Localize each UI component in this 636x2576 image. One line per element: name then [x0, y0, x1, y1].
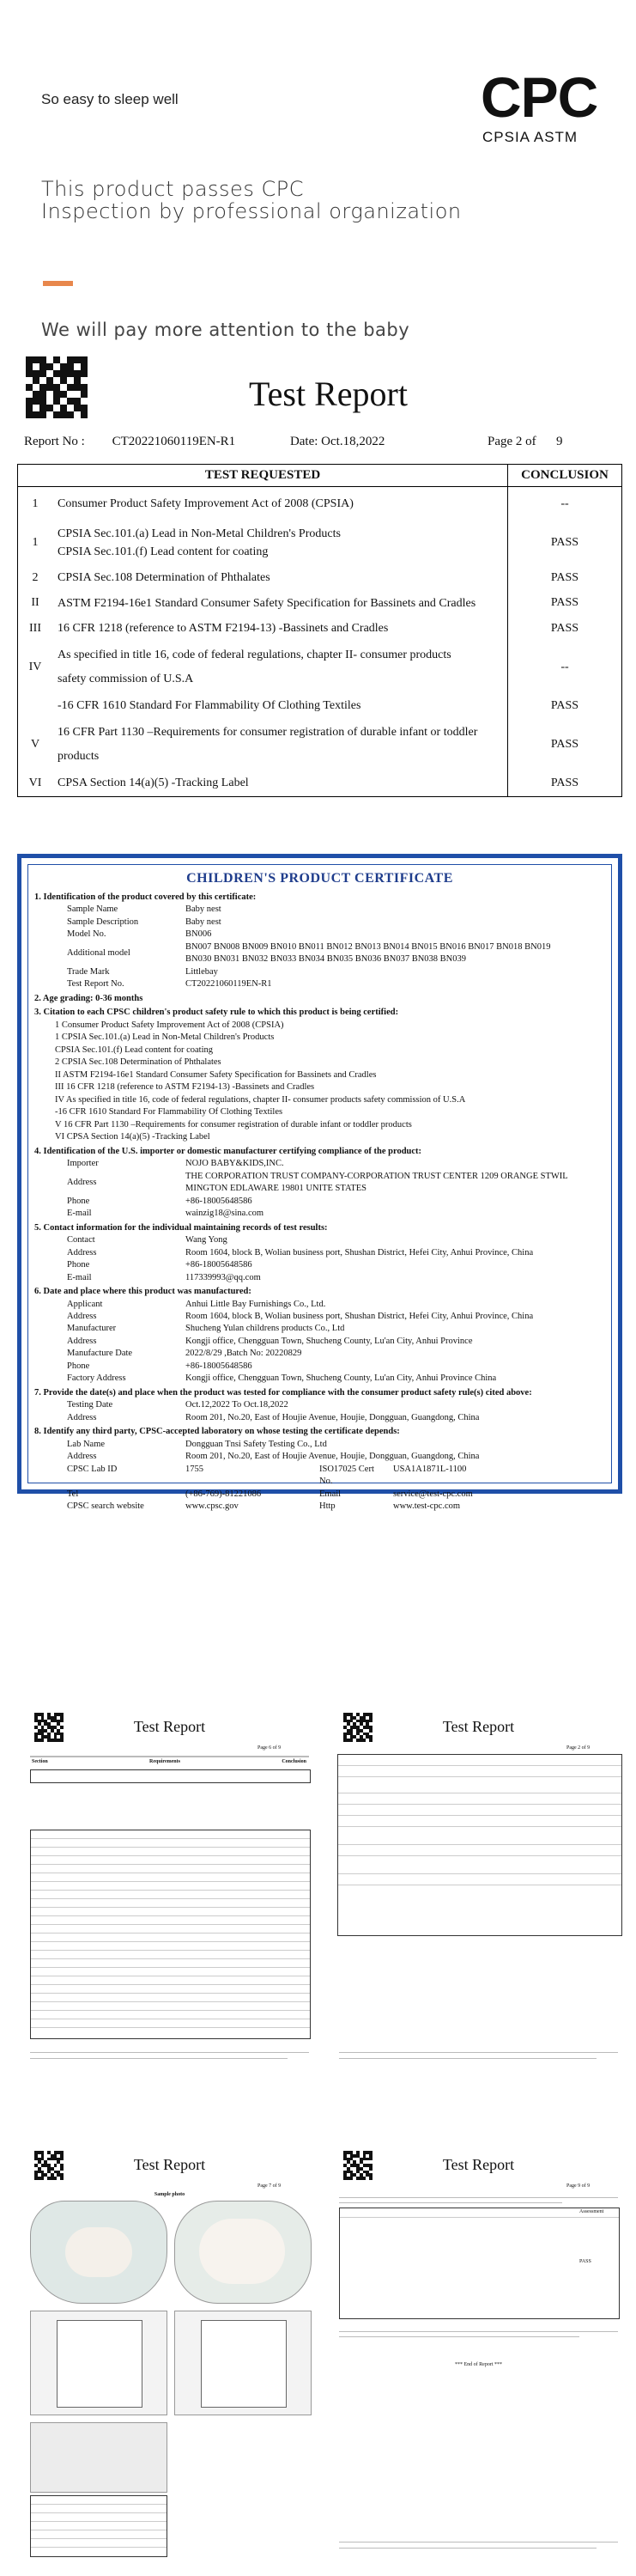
page-label: Page 2 of: [488, 435, 536, 448]
field-label: ISO17025 Cert No.: [319, 1464, 374, 1487]
field-label: Phone: [67, 1196, 90, 1206]
list-item: III 16 CFR 1218 (reference to ASTM F2194-13) -Bassinets and Cradles: [55, 1082, 315, 1093]
row-result: PASS: [508, 591, 622, 617]
row-desc: ASTM F2194-16e1 Standard Consumer Safety Specification for Bassinets and Cradles: [58, 596, 476, 610]
row-result: --: [508, 487, 622, 521]
row-desc-2: safety commission of U.S.A: [58, 672, 194, 685]
field-value: BN007 BN008 BN009 BN010 BN011 BN012 BN013 BN014 BN015 BN016 BN017 BN018 BN019: [185, 941, 551, 952]
row-desc: CPSA Section 14(a)(5) -Tracking Label: [58, 776, 249, 790]
divider: [30, 1756, 309, 1757]
row-result: PASS: [508, 565, 622, 591]
list-item: 2 CPSIA Sec.108 Determination of Phthalates: [55, 1057, 221, 1068]
mini-table: [337, 1754, 622, 1936]
field-label: Applicant: [67, 1299, 103, 1309]
mini-report-page-7: [21, 2147, 318, 2568]
list-item: V 16 CFR Part 1130 –Requirements for consumer registration of durable infant or toddler products: [55, 1119, 412, 1130]
label-photo-2: [174, 2311, 312, 2415]
row-desc: CPSIA Sec.101.(a) Lead in Non-Metal Children's Products: [58, 527, 341, 540]
row-desc: -16 CFR 1610 Standard For Flammability Of Clothing Textiles: [58, 699, 361, 713]
date-label: Date:: [289, 435, 318, 448]
col-test-requested: TEST REQUESTED: [18, 465, 508, 487]
field-value: Room 1604, block B, Wolian business port, Shushan District, Hefei City, Anhui Province, China: [185, 1311, 534, 1321]
mini-tracking-table: [339, 2208, 620, 2319]
field-value: Room 201, No.20, East of Houjie Avenue, Houjie, Dongguan, Guangdong, China: [185, 1412, 480, 1422]
label-card: [201, 2320, 287, 2408]
field-value-2: BN030 BN031 BN032 BN033 BN034 BN035 BN036 BN037 BN038 BN039: [185, 954, 466, 965]
table-row: [18, 719, 621, 770]
field-label: Http: [319, 1501, 336, 1512]
divider: [339, 2058, 597, 2059]
mini-table-1: [30, 1769, 311, 1783]
baby-nest-photo-1: [30, 2201, 167, 2304]
field-label: Tel: [67, 1489, 79, 1499]
field-label: Sample Description: [67, 917, 139, 927]
label-photo-1: [30, 2311, 167, 2415]
field-value[interactable]: www.test-cpc.com: [393, 1501, 461, 1512]
table-row: [18, 642, 621, 693]
certificate-title: CHILDREN'S PRODUCT CERTIFICATE: [186, 871, 453, 886]
test-requested-table: [17, 464, 622, 797]
cert-importer-table: [67, 1158, 573, 1220]
nest-padding: [65, 2227, 132, 2277]
page-total: 9: [556, 435, 563, 448]
field-label: Phone: [67, 1260, 90, 1270]
cert-section-5: 5. Contact information for the individual maintaining records of test results:: [34, 1222, 328, 1233]
field-value: +86-18005648586: [185, 1196, 252, 1206]
row-num: 2: [32, 570, 39, 584]
field-value: +86-18005648586: [185, 1260, 252, 1270]
field-label: Test Report No.: [67, 979, 124, 990]
field-label: Address: [67, 1177, 97, 1187]
mini-label-table: [30, 2495, 167, 2557]
field-value: 1755: [185, 1464, 203, 1474]
mini-report-page-2: [330, 1709, 627, 2087]
field-label: Lab Name: [67, 1439, 106, 1449]
col-section: Section: [32, 1759, 48, 1764]
field-label: Contact: [67, 1235, 95, 1245]
cert-section-8: 8. Identify any third party, CPSC-accepted laboratory on whose testing the certificate depends:: [34, 1427, 400, 1437]
cert-section-2: 2. Age grading: 0-36 months: [34, 993, 143, 1003]
field-value[interactable]: www.cpsc.gov: [185, 1501, 239, 1512]
divider: [339, 2336, 579, 2337]
divider: [339, 2548, 597, 2549]
col-assessment: Assessment: [579, 2209, 604, 2214]
table-row: [18, 591, 621, 617]
field-value: Shucheng Yulan childrens products Co., Ltd: [185, 1324, 345, 1334]
field-label: Factory Address: [67, 1373, 126, 1384]
field-label: Additional model: [67, 948, 130, 959]
report-meta: [24, 435, 616, 449]
row-desc: 16 CFR Part 1130 –Requirements for consumer registration of durable infant or toddler: [58, 726, 478, 740]
row-num: V: [30, 737, 40, 751]
row-num: III: [29, 622, 41, 636]
field-label: E-mail: [67, 1209, 92, 1219]
table-row: [18, 487, 621, 521]
field-value: Wang Yong: [185, 1235, 227, 1245]
field-label: Model No.: [67, 929, 106, 940]
field-label: Sample Name: [67, 904, 118, 915]
row-result: PASS: [508, 616, 622, 642]
list-item: 1 CPSIA Sec.101.(a) Lead in Non-Metal Children's Products: [55, 1032, 275, 1043]
field-label: Email: [319, 1489, 342, 1499]
mini-page-label: Page 9 of 9: [566, 2183, 591, 2189]
certificate-body: [34, 890, 605, 1513]
sample-photo-label: Sample photo: [154, 2192, 185, 2197]
end-of-report: *** End of Report ***: [455, 2362, 502, 2367]
field-value: (+86-769)-81221086: [185, 1489, 262, 1499]
field-value: Baby nest: [185, 904, 221, 915]
list-item: CPSIA Sec.101.(f) Lead content for coating: [55, 1044, 213, 1055]
row-num: [18, 693, 52, 719]
cert-section-1: 1. Identification of the product covered by this certificate:: [34, 892, 257, 902]
field-value: Oct.12,2022 To Oct.18,2022: [185, 1400, 288, 1410]
field-label: Phone: [67, 1361, 90, 1371]
field-value: Littlebay: [185, 966, 218, 977]
cpc-logo: CPC: [481, 65, 598, 129]
field-value: 117339993@qq.com: [185, 1272, 261, 1282]
mini-report-title: Test Report: [133, 1718, 206, 1735]
field-value: +86-18005648586: [185, 1361, 252, 1371]
divider: [339, 2331, 618, 2332]
row-desc-2: CPSIA Sec.101.(f) Lead content for coating: [58, 545, 269, 559]
nest-padding: [199, 2219, 285, 2284]
report-date: Oct.18,2022: [321, 435, 385, 448]
cert-rule-list: [55, 1020, 605, 1144]
row-desc-2: products: [58, 749, 100, 763]
report-no: CT20221060119EN-R1: [112, 435, 236, 448]
row-num: 1: [32, 536, 39, 550]
field-value: Dongguan Tnsi Safety Testing Co., Ltd: [185, 1439, 327, 1449]
table-row: [18, 616, 621, 642]
cpc-subtitle: CPSIA ASTM: [482, 129, 578, 145]
row-desc: 16 CFR 1218 (reference to ASTM F2194-13) -Bassinets and Cradles: [58, 622, 389, 636]
tracking-result: PASS: [579, 2259, 591, 2264]
divider: [339, 2197, 618, 2198]
cert-section-3: 3. Citation to each CPSC children's product safety rule to which this product is being certified:: [34, 1008, 399, 1018]
field-value: 2022/8/29 ,Batch No: 20220829: [185, 1349, 302, 1359]
row-num: 1: [32, 496, 39, 510]
attention-text: We will pay more attention to the baby: [41, 320, 410, 340]
label-card: [57, 2320, 142, 2408]
field-value: wainzig18@sina.com: [185, 1209, 264, 1219]
qr-code-icon: [26, 356, 88, 418]
field-label: Address: [67, 1336, 97, 1346]
field-label: Importer: [67, 1159, 99, 1169]
col-conclusion: Conclusion: [282, 1759, 306, 1764]
row-result: --: [508, 642, 622, 693]
headline-line-1: This product passes CPC: [41, 177, 304, 201]
mini-page-label: Page 6 of 9: [257, 1745, 282, 1751]
row-desc: Consumer Product Safety Improvement Act of 2008 (CPSIA): [58, 496, 354, 510]
divider: [339, 2052, 618, 2053]
divider: [339, 2542, 618, 2543]
row-num: IV: [28, 660, 42, 673]
field-value: Baby nest: [185, 917, 221, 927]
tagline: So easy to sleep well: [41, 91, 179, 107]
report-title: Test Report: [249, 375, 408, 413]
field-label: Address: [67, 1452, 97, 1462]
row-num: VI: [28, 776, 42, 789]
field-value: Room 1604, block B, Wolian business port, Shushan District, Hefei City, Anhui Province, China: [185, 1247, 534, 1258]
field-value: Kongji office, Chengguan Town, Shucheng County, Lu'an City, Anhui Province China: [185, 1373, 497, 1384]
field-label: CPSC Lab ID: [67, 1464, 118, 1474]
field-label: CPSC search website: [67, 1501, 144, 1512]
field-label: Address: [67, 1247, 97, 1258]
cert-manufacture-table: [67, 1299, 538, 1385]
cert-section-6: 6. Date and place where this product was manufactured:: [34, 1287, 251, 1297]
cert-section-7: 7. Provide the date(s) and place when the product was tested for compliance with the consumer product safety rule(s) cited above:: [34, 1387, 532, 1398]
headline-line-2: Inspection by professional organization: [41, 199, 462, 223]
field-label: Address: [67, 1412, 97, 1422]
baby-nest-photo-2: [174, 2201, 312, 2304]
divider: [30, 2052, 309, 2053]
row-result: PASS: [508, 693, 622, 719]
table-row: [18, 693, 621, 719]
col-requirements: Requirements: [149, 1759, 180, 1764]
field-label: Testing Date: [67, 1400, 113, 1410]
cert-testing-table: [67, 1399, 484, 1424]
list-item: -16 CFR 1610 Standard For Flammability Of Clothing Textiles: [55, 1107, 283, 1117]
mini-table-2: [30, 1830, 311, 2039]
report-no-label: Report No :: [24, 435, 85, 448]
mini-report-title: Test Report: [133, 2156, 206, 2173]
list-item: II ASTM F2194-16e1 Standard Consumer Safety Specification for Bassinets and Cradles: [55, 1069, 377, 1080]
field-value: BN006: [185, 929, 212, 940]
row-result: PASS: [508, 521, 622, 565]
field-label: E-mail: [67, 1272, 92, 1282]
mini-page-label: Page 2 of 9: [566, 1745, 591, 1751]
mini-table-header: [32, 1759, 306, 1766]
field-value: Room 201, No.20, East of Houjie Avenue, Houjie, Dongguan, Guangdong, China: [185, 1452, 480, 1462]
field-value: THE CORPORATION TRUST COMPANY-CORPORATION TRUST CENTER 1209 ORANGE STWIL: [185, 1171, 568, 1181]
field-value-2: MINGTON EDLAWARE 19801 UNITE STATES: [185, 1184, 367, 1194]
table-row: [18, 770, 621, 796]
cert-lab-table: [67, 1439, 484, 1513]
divider: [339, 2202, 562, 2203]
field-label: Manufacturer: [67, 1324, 117, 1334]
mini-report-page-9: [330, 2147, 627, 2568]
list-item: IV As specified in title 16, code of federal regulations, chapter II- consumer products safety commission of U.S.A: [55, 1094, 466, 1105]
field-label: Trade Mark: [67, 966, 110, 977]
field-value: USA1A1871L-1100: [393, 1464, 467, 1474]
mini-page-label: Page 7 of 9: [257, 2183, 282, 2189]
field-value: Anhui Little Bay Furnishings Co., Ltd.: [185, 1299, 326, 1309]
mini-report-title: Test Report: [442, 2156, 515, 2173]
divider: [30, 2058, 288, 2059]
row-result: PASS: [508, 770, 622, 796]
mini-report-title: Test Report: [442, 1718, 515, 1735]
cert-product-table: [67, 904, 555, 990]
row-num: II: [31, 596, 39, 610]
field-value: CT20221060119EN-R1: [185, 979, 272, 990]
row-desc: CPSIA Sec.108 Determination of Phthalates: [58, 570, 270, 584]
row-desc: As specified in title 16, code of federal regulations, chapter II- consumer products: [58, 649, 451, 662]
cert-contact-table: [67, 1234, 538, 1284]
table-row: [18, 521, 621, 565]
col-conclusion: CONCLUSION: [508, 465, 622, 487]
mini-report-page-6: [21, 1709, 318, 2087]
table-row: [18, 565, 621, 591]
label-photo-3: [30, 2422, 167, 2493]
field-value: NOJO BABY&KIDS,INC.: [185, 1159, 284, 1169]
accent-bar: [43, 281, 73, 286]
field-value: Kongji office, Chengguan Town, Shucheng County, Lu'an City, Anhui Province: [185, 1336, 473, 1346]
row-result: PASS: [508, 719, 622, 770]
cert-section-4: 4. Identification of the U.S. importer or domestic manufacturer certifying compliance of the product:: [34, 1146, 422, 1156]
field-value[interactable]: service@test-cpc.com: [393, 1489, 473, 1499]
list-item: 1 Consumer Product Safety Improvement Act of 2008 (CPSIA): [55, 1020, 284, 1030]
field-label: Address: [67, 1311, 97, 1321]
list-item: VI CPSA Section 14(a)(5) -Tracking Label: [55, 1132, 210, 1142]
field-label: Manufacture Date: [67, 1349, 133, 1359]
